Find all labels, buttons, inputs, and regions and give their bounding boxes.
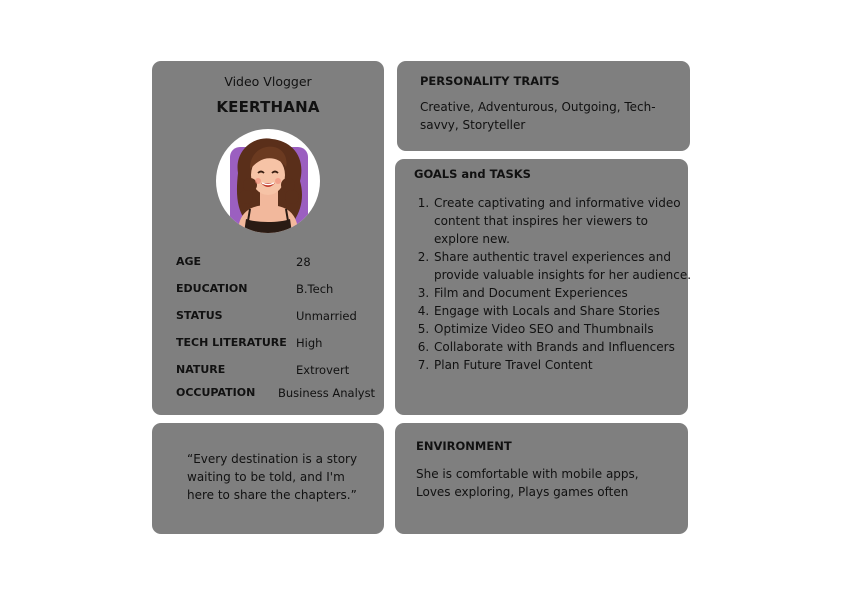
- persona-name: KEERTHANA: [216, 98, 320, 116]
- attribute-label: OCCUPATION: [176, 386, 256, 399]
- personality-traits-title: PERSONALITY TRAITS: [420, 74, 560, 88]
- attribute-value: Unmarried: [296, 309, 357, 323]
- profile-card: [152, 61, 384, 415]
- attribute-value: High: [296, 336, 323, 350]
- avatar: [216, 129, 320, 233]
- attribute-value: B.Tech: [296, 282, 334, 296]
- quote-card: [152, 423, 384, 534]
- environment-text: She is comfortable with mobile apps, Loves exploring, Plays games often: [416, 467, 639, 499]
- goal-item: 5. Optimize Video SEO and Thumbnails: [433, 320, 695, 338]
- attribute-label: NATURE: [176, 363, 226, 376]
- avatar-illustration: [216, 129, 320, 233]
- attribute-value: 28: [296, 255, 311, 269]
- environment-title: ENVIRONMENT: [416, 439, 512, 453]
- goal-item: 6. Collaborate with Brands and Influencers: [433, 338, 695, 356]
- attribute-label: AGE: [176, 255, 202, 268]
- goals-list: [415, 194, 695, 374]
- goal-item: 4. Engage with Locals and Share Stories: [433, 302, 695, 320]
- attribute-label: TECH LITERATURE: [176, 336, 287, 349]
- goal-item: 7. Plan Future Travel Content: [433, 356, 695, 374]
- goals-card: [395, 159, 692, 415]
- attribute-value: Business Analyst: [278, 386, 376, 400]
- attribute-value: Extrovert: [296, 363, 350, 377]
- personality-traits-card: [397, 61, 690, 151]
- persona-role: Video Vlogger: [224, 74, 312, 89]
- goal-item: 2. Share authentic travel experiences and provide valuable insights for her audience.: [433, 248, 695, 284]
- attribute-label: STATUS: [176, 309, 223, 322]
- personality-traits-text: Creative, Adventurous, Outgoing, Tech-savvy, Storyteller: [420, 100, 656, 132]
- attribute-label: EDUCATION: [176, 282, 248, 295]
- goals-title: GOALS and TASKS: [414, 167, 531, 181]
- persona-quote: “Every destination is a story waiting to be told, and I'm here to share the chapters.”: [187, 452, 358, 502]
- goal-item: 1. Create captivating and informative video content that inspires her viewers to explore new.: [433, 194, 695, 248]
- environment-card: [395, 423, 688, 534]
- goal-item: 3. Film and Document Experiences: [433, 284, 695, 302]
